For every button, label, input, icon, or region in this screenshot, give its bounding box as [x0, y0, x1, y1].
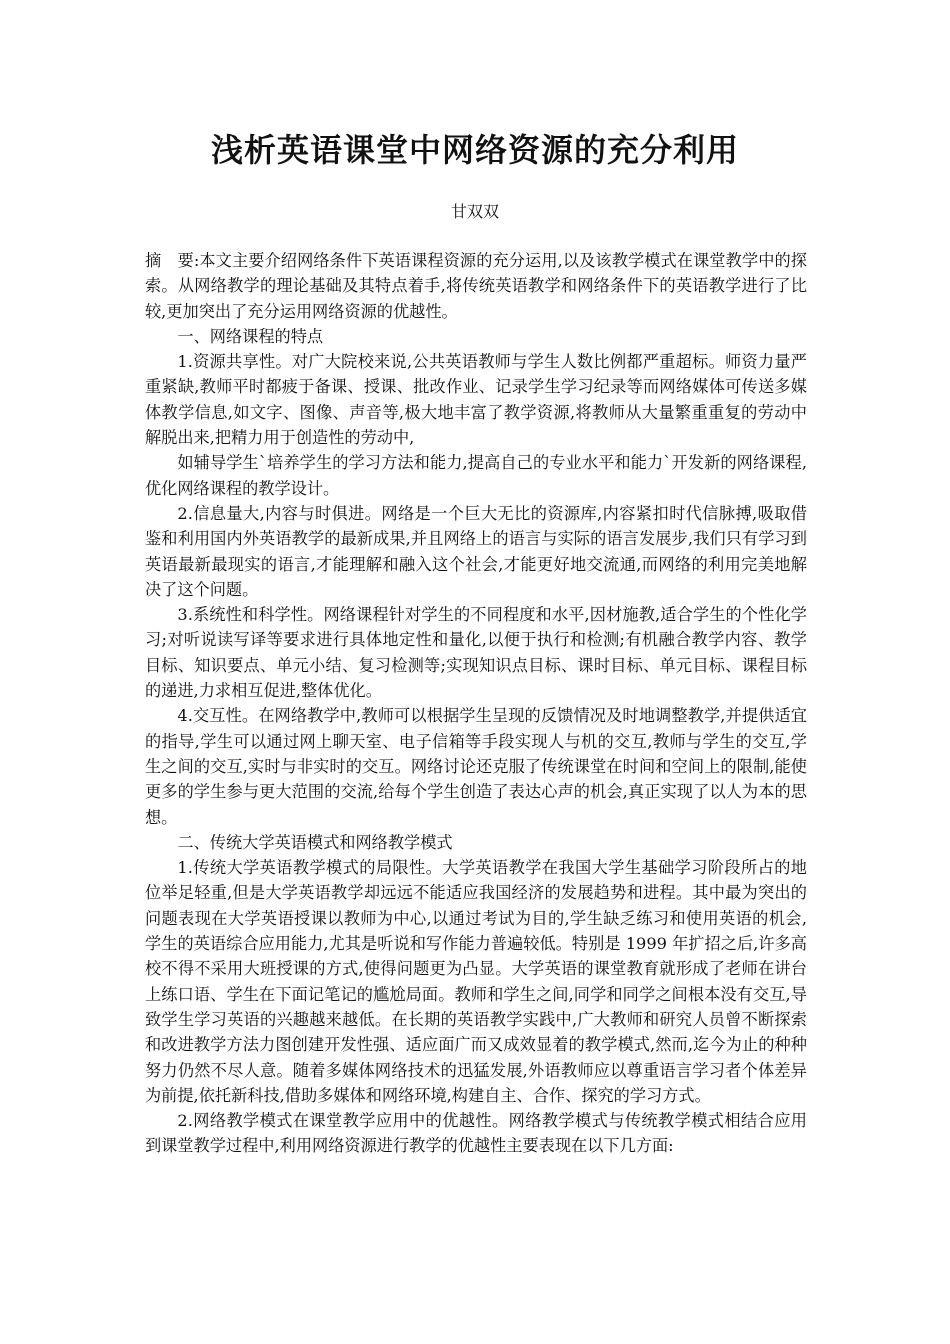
body-paragraph: 1.资源共享性。对广大院校来说,公共英语教师与学生人数比例都严重超标。师资力量严重紧缺,教师平时都疲于备课、授课、批改作业、记录学生学习纪录等而网络媒体可传送多媒体教学信息,如文字、图像、声音等,极大地丰富了教学资源,将教师从大量繁重重复的劳动中解脱出来,把精力用于创造性的劳动中,: [145, 352, 807, 448]
document-author: 甘双双: [450, 202, 499, 221]
body-paragraph: 4.交互性。在网络教学中,教师可以根据学生呈现的反馈情况及时地调整教学,并提供适宜的指导,学生可以通过网上聊天室、电子信箱等手段实现人与机的交互,教师与学生的交互,学生之间的交互,实时与非实时的交互。网络讨论还克服了传统课堂在时间和空间上的限制,能使更多的学生参与更大范围的交流,给每个学生创造了表达心声的机会,真正实现了以人为本的思想。: [145, 706, 807, 827]
body-paragraph: 一、网络课程的特点: [177, 326, 324, 346]
body-paragraph: 1.传统大学英语教学模式的局限性。大学英语教学在我国大学生基础学习阶段所占的地位举足轻重,但是大学英语教学却远远不能适应我国经济的发展趋势和进程。其中最为突出的问题表现在大学英语授课以教师为中心,以通过考试为目的,学生缺乏练习和使用英语的机会,学生的英语综合应用能力,尤其是听说和写作能力普遍较低。特别是 1999 年扩招之后,许多高校不得不采用大班授课的方式,使得问题更为凸显。大学英语的课堂教育就形成了老师在讲台上练口语、学生在下面记笔记的尴尬局面。教师和学生之间,同学和同学之间根本没有交互,导致学生学习英语的兴趣越来越低。在长期的英语教学实践中,广大教师和研究人员曾不断探索和改进教学方法力图创建开发性强、适应面广而又成效显着的教学模式,然而,迄今为止的种种努力仍然不尽人意。随着多媒体网络技术的迅猛发展,外语教师应以尊重语言学习者个体差异为前提,依托新科技,借助多媒体和网络环境,构建自主、合作、探究的学习方式。: [145, 858, 807, 1105]
body-paragraph: 摘 要:本文主要介绍网络条件下英语课程资源的充分运用,以及该教学模式在课堂教学中的探索。从网络教学的理论基础及其特点着手,将传统英语教学和网络条件下的英语教学进行了比较,更加突出了充分运用网络资源的优越性。: [145, 251, 807, 321]
body-paragraph: 3.系统性和科学性。网络课程针对学生的不同程度和水平,因材施教,适合学生的个性化学习;对听说读写译等要求进行具体地定性和量化,以便于执行和检测;有机融合教学内容、教学目标、知识要点、单元小结、复习检测等;实现知识点目标、课时目标、单元目标、课程目标的递进,力求相互促进,整体优化。: [145, 605, 807, 701]
body-paragraph: 2.网络教学模式在课堂教学应用中的优越性。网络教学模式与传统教学模式相结合应用到课堂教学过程中,利用网络资源进行教学的优越性主要表现在以下几方面:: [145, 1111, 807, 1156]
document-body: [145, 248, 807, 1159]
body-paragraph: 如辅导学生`培养学生的学习方法和能力,提高自己的专业水平和能力`开发新的网络课程,优化网络课程的教学设计。: [145, 453, 807, 498]
body-paragraph: 二、传统大学英语模式和网络教学模式: [177, 832, 453, 852]
body-paragraph: 2.信息量大,内容与时俱进。网络是一个巨大无比的资源库,内容紧扣时代信脉搏,吸取借鉴和利用国内外英语教学的最新成果,并且网络上的语言与实际的语言发展步,我们只有学习到英语最新最现实的语言,才能理解和融入这个社会,才能更好地交流通,而网络的利用完美地解决了这个问题。: [145, 503, 807, 599]
document-title: 浅析英语课堂中网络资源的充分利用: [210, 131, 739, 169]
